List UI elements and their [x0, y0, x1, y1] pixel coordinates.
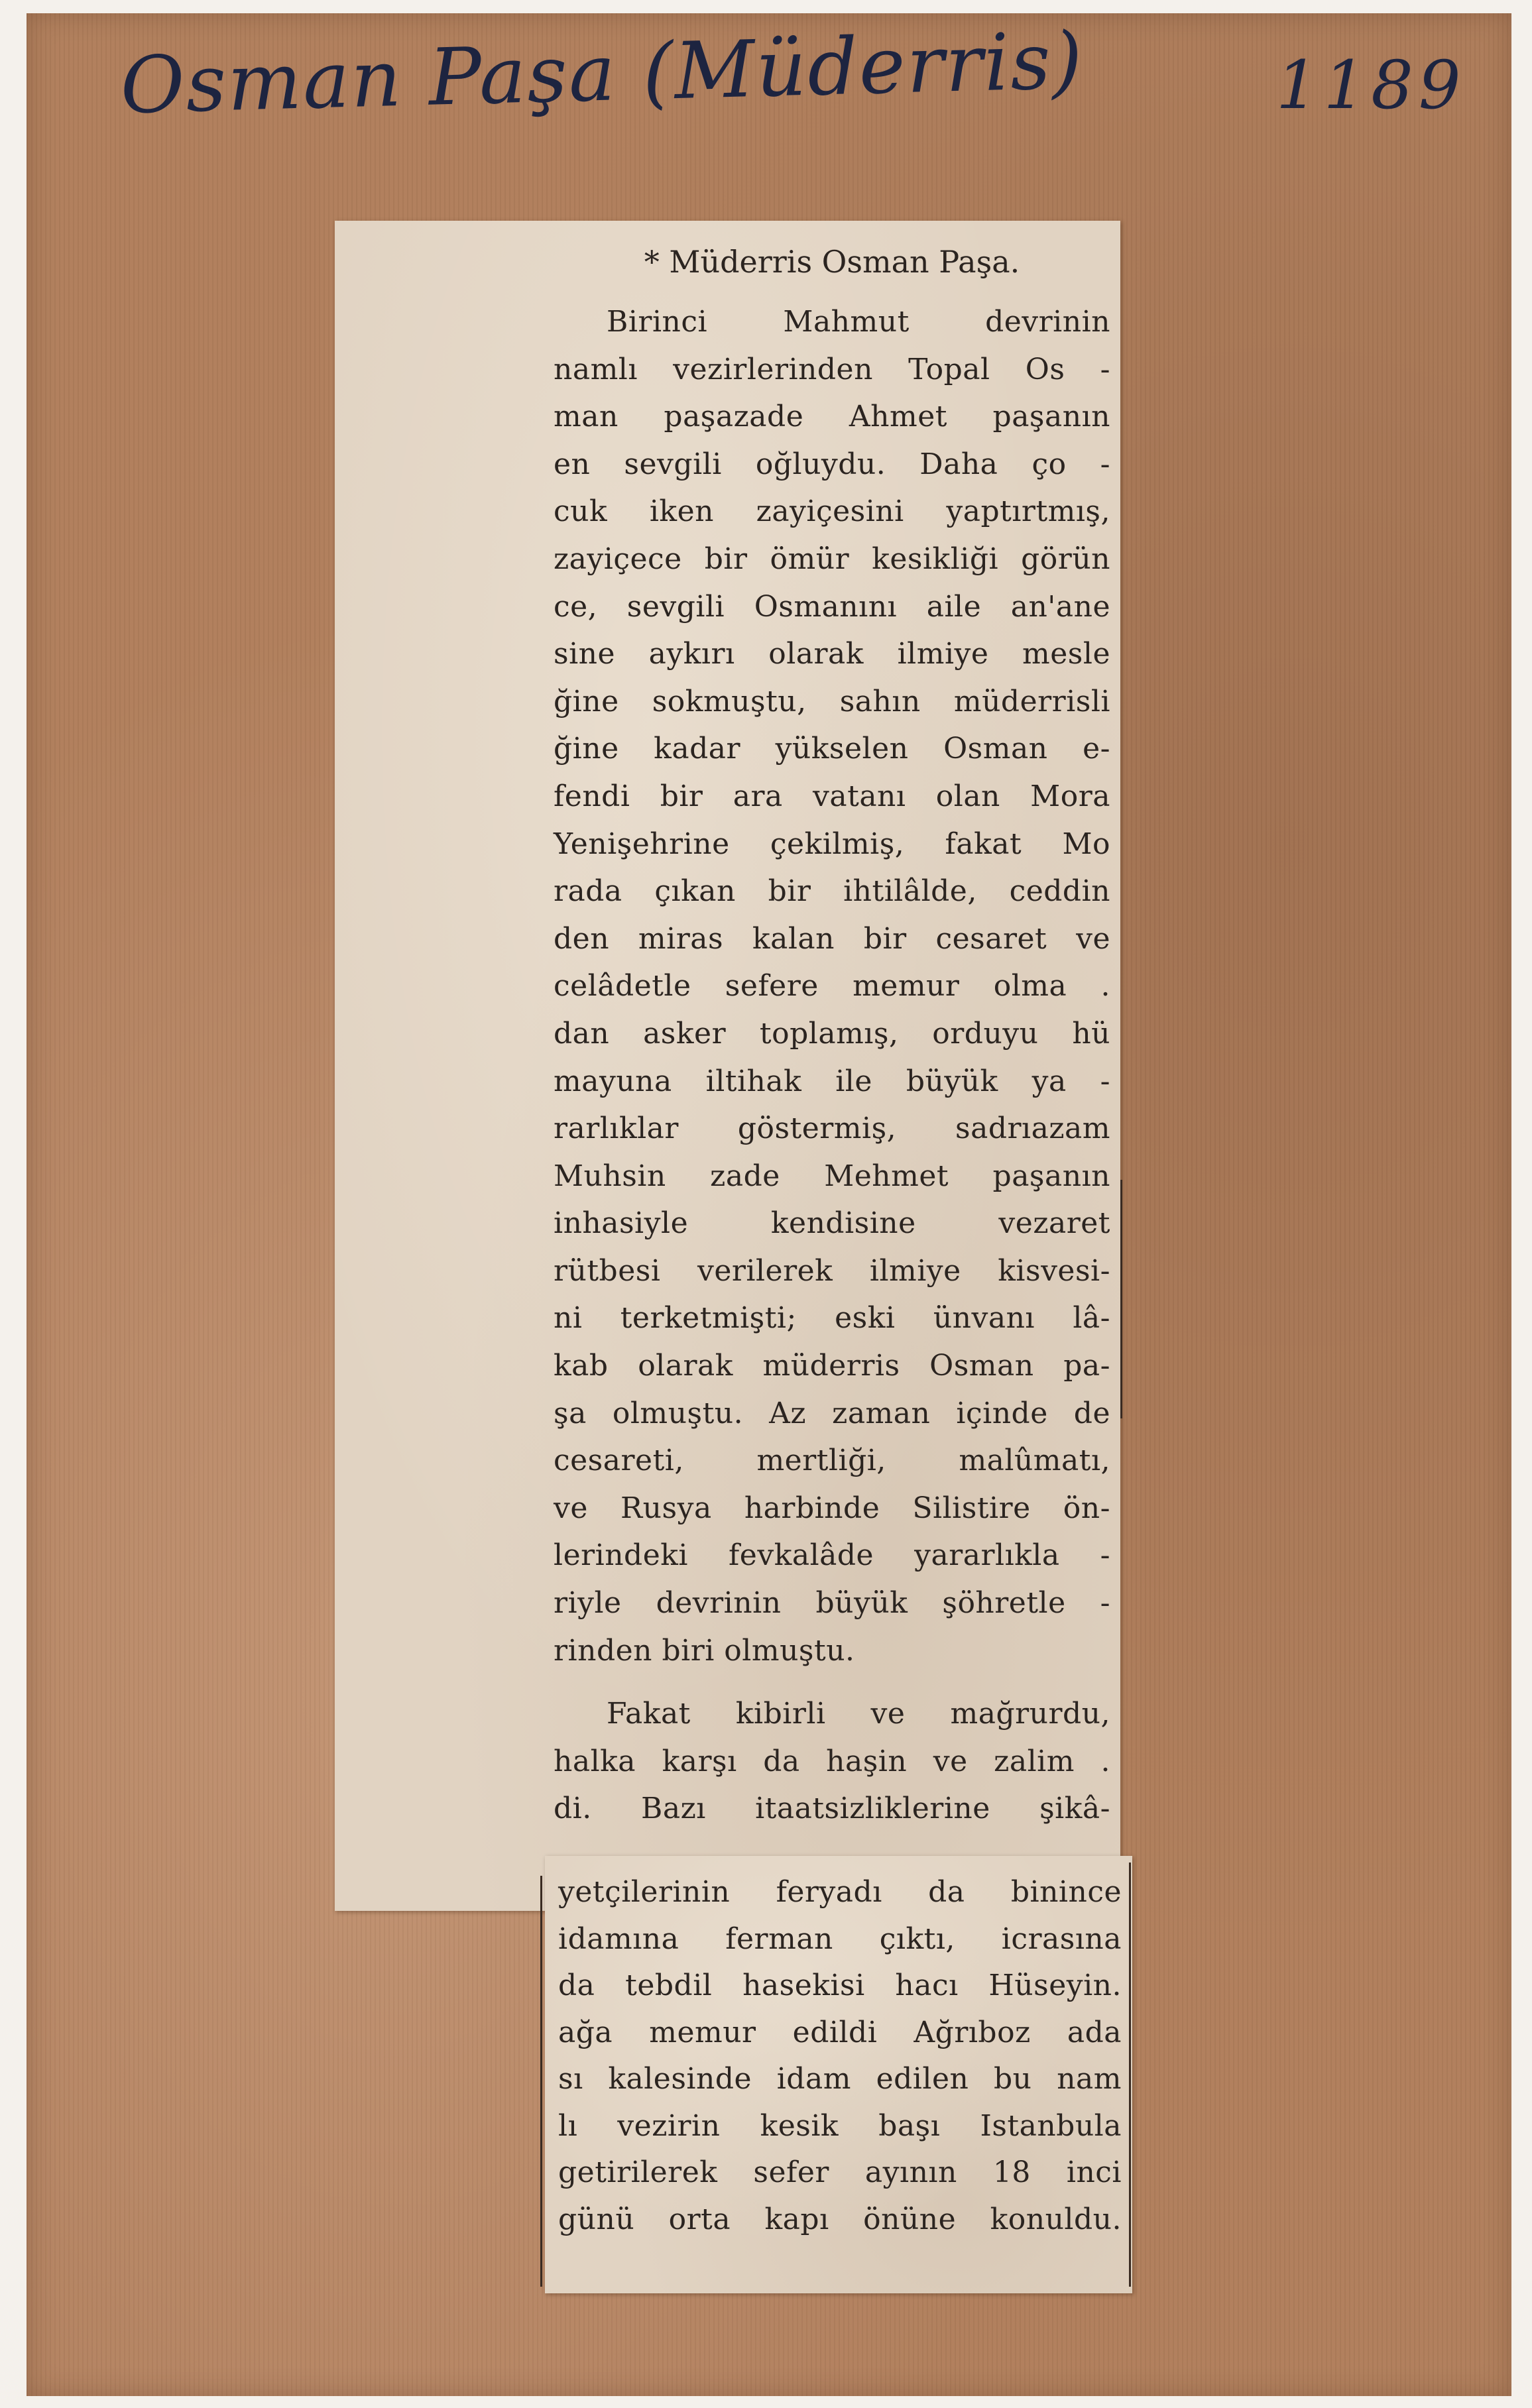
- article-line: günü orta kapı önüne konuldu.: [558, 2202, 1122, 2236]
- article-line: rarlıklar göstermiş, sadrıazam: [554, 1112, 1110, 1146]
- article-line: rütbesi verilerek ilmiye kisvesi-: [554, 1253, 1110, 1288]
- article-line: cesareti, mertliği, malûmatı,: [554, 1444, 1110, 1478]
- article-column-lower: [558, 1869, 1122, 2243]
- article-line: kab olarak müderris Osman pa-: [554, 1349, 1110, 1383]
- article-line: sı kalesinde idam edilen bu nam: [558, 2062, 1122, 2096]
- article-line: lerindeki fevkalâde yararlıkla -: [554, 1538, 1110, 1573]
- article-line: ğine kadar yükselen Osman e-: [554, 732, 1110, 766]
- article-line: ğine sokmuştu, sahın müderrisli: [554, 684, 1110, 718]
- article-line: rinden biri olmuştu.: [554, 1633, 855, 1668]
- column-rule-right: [1120, 1180, 1122, 1418]
- article-line: rada çıkan bir ihtilâlde, ceddin: [554, 874, 1110, 909]
- article-line: cuk iken zayiçesini yaptırtmış,: [554, 494, 1110, 529]
- article-line: ni terketmişti; eski ünvanı lâ-: [554, 1301, 1110, 1336]
- article-line: dan asker toplamış, orduyu hü: [554, 1016, 1110, 1051]
- article-line: fendi bir ara vatanı olan Mora: [554, 779, 1110, 813]
- handwritten-archive-number: 1189: [1276, 46, 1466, 124]
- handwritten-title: Osman Paşa (Müderris): [119, 14, 1085, 131]
- article-line: lı vezirin kesik başı Istanbula: [558, 2108, 1122, 2143]
- article-line: da tebdil hasekisi hacı Hüseyin.: [558, 1969, 1122, 2002]
- article-line: inhasiyle kendisine vezaret: [554, 1206, 1110, 1241]
- article-line: di. Bazı itaatsizliklerine şikâ-: [554, 1792, 1110, 1826]
- article-line: ce, sevgili Osmanını aile an'ane: [554, 589, 1110, 624]
- article-line: ve Rusya harbinde Silistire ön-: [554, 1491, 1110, 1525]
- article-line: Birinci Mahmut devrinin: [607, 305, 1110, 339]
- article-line: ağa memur edildi Ağrıboz ada: [558, 2015, 1122, 2049]
- article-line: Muhsin zade Mehmet paşanın: [554, 1159, 1110, 1193]
- column-rule-lower-left: [540, 1876, 542, 2287]
- article-line: man paşazade Ahmet paşanın: [554, 400, 1110, 434]
- article-column-upper: [554, 239, 1110, 1833]
- article-line: Yenişehrine çekilmiş, fakat Mo: [554, 827, 1110, 861]
- article-line: sine aykırı olarak ilmiye mesle: [554, 637, 1110, 671]
- article-headline: * Müderris Osman Paşa.: [644, 244, 1020, 280]
- article-line: getirilerek sefer ayının 18 inci: [558, 2155, 1122, 2189]
- article-line: den miras kalan bir cesaret ve: [554, 921, 1110, 956]
- article-line: yetçilerinin feryadı da binince: [558, 1875, 1122, 1909]
- article-line: idamına ferman çıktı, icrasına: [558, 1921, 1122, 1956]
- article-line: mayuna iltihak ile büyük ya -: [554, 1064, 1110, 1098]
- article-line: en sevgili oğluydu. Daha ço -: [554, 447, 1110, 481]
- article-line: şa olmuştu. Az zaman içinde de: [554, 1396, 1110, 1430]
- article-line: halka karşı da haşin ve zalim .: [554, 1744, 1110, 1778]
- article-line: Fakat kibirli ve mağrurdu,: [607, 1697, 1110, 1731]
- article-line: namlı vezirlerinden Topal Os -: [554, 352, 1110, 386]
- article-line: celâdetle sefere memur olma .: [554, 969, 1110, 1003]
- article-line: zayiçece bir ömür kesikliği görün: [554, 542, 1110, 576]
- column-rule-lower-right: [1129, 1863, 1131, 2287]
- article-line: riyle devrinin büyük şöhretle -: [554, 1586, 1110, 1621]
